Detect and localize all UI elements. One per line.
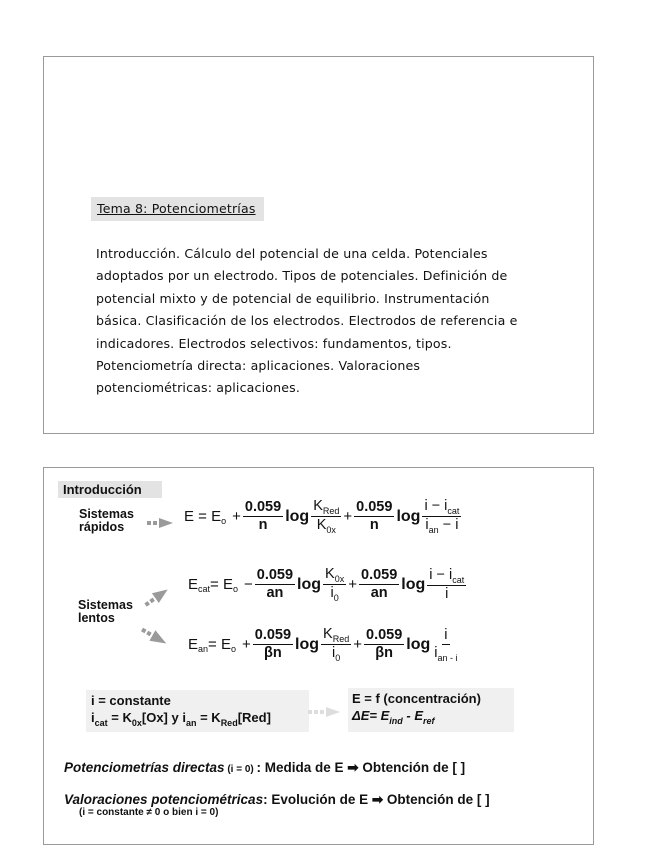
log-text: log bbox=[285, 507, 310, 525]
log-text: log bbox=[406, 635, 431, 653]
box-text: [Red] bbox=[237, 710, 271, 725]
plus-sign: + bbox=[241, 636, 251, 653]
frac-num: 0.059 bbox=[361, 567, 398, 583]
arrow-down-right-icon bbox=[139, 626, 171, 648]
fraction-const bbox=[359, 567, 399, 602]
frac-sub: 0x bbox=[334, 574, 345, 584]
frac-sub: Red bbox=[322, 506, 340, 516]
eq-sub: cat bbox=[198, 583, 211, 594]
frac-den: an bbox=[266, 585, 284, 601]
frac-sub: an - i bbox=[437, 652, 458, 663]
frac-sub: 0 bbox=[335, 653, 341, 663]
eq-sub: o bbox=[230, 643, 236, 654]
box-text: = K bbox=[107, 710, 132, 725]
log-text: log bbox=[401, 575, 426, 593]
box-text: ΔE= E bbox=[352, 708, 390, 723]
box-line bbox=[91, 709, 309, 728]
minus-sign: − bbox=[243, 576, 253, 593]
equation-catodica bbox=[188, 566, 468, 603]
italic-text: Potenciometrías directas bbox=[64, 760, 225, 775]
fraction-const bbox=[253, 627, 293, 662]
rest-text: : Evolución de E ➡ Obtención de [ ] bbox=[263, 792, 490, 807]
eq-lhs: = E bbox=[210, 576, 233, 593]
equation-anodica bbox=[188, 626, 462, 663]
description-line: básica. Clasificación de los electrodos. Electrodos de referencia e bbox=[96, 313, 518, 329]
frac-num: i − i bbox=[429, 566, 453, 583]
log-text: log bbox=[295, 635, 320, 653]
box-sub: cat bbox=[94, 718, 108, 728]
eq-lhs: E bbox=[188, 636, 199, 653]
slide-introduccion bbox=[43, 467, 594, 845]
arrow-up-right-icon bbox=[142, 586, 172, 608]
fraction-k bbox=[311, 498, 341, 535]
fraction-current bbox=[422, 498, 461, 535]
valoraciones-note: (i = constante ≠ 0 o bien i = 0) bbox=[79, 807, 219, 818]
eq-lhs: = E bbox=[208, 636, 231, 653]
description-line: Potenciometría directa: aplicaciones. Valoraciones bbox=[96, 358, 421, 374]
frac-num: i − i bbox=[424, 498, 448, 514]
fraction-k bbox=[323, 566, 346, 603]
line-valoraciones bbox=[64, 792, 490, 808]
eq-lhs: E bbox=[188, 576, 199, 593]
box-text: - E bbox=[402, 708, 424, 723]
frac-sub: 0 bbox=[333, 593, 339, 603]
frac-den: i bbox=[434, 644, 438, 661]
frac-num: i bbox=[444, 626, 448, 643]
box-sub: an bbox=[185, 718, 197, 728]
plus-sign: + bbox=[353, 636, 362, 653]
label-sistemas-lentos bbox=[78, 599, 133, 625]
description-line: adoptados por un electrodo. Tipos de potenciales. Definición de bbox=[96, 268, 508, 284]
frac-den: an bbox=[370, 585, 388, 601]
frac-den: n bbox=[369, 517, 379, 533]
frac-sub: Red bbox=[332, 634, 350, 644]
frac-num: 0.059 bbox=[244, 499, 282, 515]
box-sub: Red bbox=[220, 718, 238, 728]
plus-sign: + bbox=[343, 508, 353, 525]
box-constant-current bbox=[86, 690, 309, 732]
frac-den: βn bbox=[264, 645, 282, 661]
frac-sub: an bbox=[428, 525, 439, 535]
topic-description bbox=[96, 243, 576, 400]
frac-den: i bbox=[332, 645, 336, 661]
label-line: lentos bbox=[78, 611, 115, 625]
label-line: rápidos bbox=[79, 520, 125, 534]
frac-den: n bbox=[258, 517, 268, 533]
box-sub: ind bbox=[389, 716, 403, 726]
description-line: potenciométricas: aplicaciones. bbox=[96, 380, 300, 396]
arrow-right-icon bbox=[147, 517, 175, 529]
box-line: E = f (concentración) bbox=[352, 691, 481, 706]
section-title: Introducción bbox=[58, 481, 162, 498]
eq-sub: o bbox=[232, 583, 238, 594]
eq-sub: an bbox=[198, 643, 209, 654]
fraction-const bbox=[243, 499, 283, 534]
frac-sub: 0x bbox=[326, 525, 336, 535]
log-text: log bbox=[396, 507, 421, 525]
line-potenciometrias-directas bbox=[64, 760, 465, 776]
arrow-right-icon bbox=[308, 706, 342, 718]
frac-num: 0.059 bbox=[366, 627, 403, 643]
box-line: i = constante bbox=[91, 693, 171, 708]
frac-sub: cat bbox=[447, 506, 460, 516]
box-text: i bbox=[91, 710, 95, 725]
log-text: log bbox=[297, 575, 322, 593]
frac-num: K bbox=[325, 566, 335, 582]
box-concentration bbox=[348, 688, 514, 732]
fraction-current bbox=[432, 627, 459, 663]
italic-text: Valoraciones potenciométricas bbox=[64, 792, 264, 807]
label-line: Sistemas bbox=[79, 507, 134, 521]
fraction-const bbox=[364, 627, 404, 662]
fraction-const bbox=[255, 567, 295, 602]
topic-title: Tema 8: Potenciometrías bbox=[91, 197, 264, 221]
fraction-current bbox=[427, 567, 466, 603]
description-line: indicadores. Electrodos selectivos: fundamentos, tipos. bbox=[96, 335, 452, 351]
plus-sign: + bbox=[348, 576, 357, 593]
fraction-const bbox=[354, 499, 394, 534]
frac-den: K bbox=[316, 517, 327, 533]
frac-den: i bbox=[330, 585, 334, 601]
frac-sub: cat bbox=[452, 574, 465, 585]
frac-num: K bbox=[323, 626, 333, 642]
frac-num: 0.059 bbox=[254, 627, 292, 643]
eq-sub: o bbox=[221, 515, 227, 526]
label-line: Sistemas bbox=[78, 598, 133, 612]
fraction-k bbox=[321, 626, 351, 663]
label-sistemas-rapidos bbox=[79, 508, 134, 534]
box-sub: ref bbox=[423, 716, 435, 726]
description-line: Introducción. Cálculo del potencial de una celda. Potenciales bbox=[96, 246, 488, 261]
box-text: [Ox] y i bbox=[141, 710, 186, 725]
equation-rapidos bbox=[184, 498, 463, 535]
frac-num: 0.059 bbox=[256, 567, 294, 583]
frac-den: i bbox=[445, 585, 449, 602]
eq-lhs: E = E bbox=[184, 508, 222, 525]
box-line bbox=[352, 707, 514, 726]
plus-sign: + bbox=[232, 508, 241, 525]
description-line: potencial mixto y de potencial de equilibrio. Instrumentación bbox=[96, 290, 490, 306]
frac-den: − i bbox=[438, 517, 459, 533]
box-text: = K bbox=[196, 710, 221, 725]
frac-den: i bbox=[425, 517, 429, 533]
small-text: (i = 0) bbox=[224, 764, 257, 775]
rest-text: : Medida de E ➡ Obtención de [ ] bbox=[256, 760, 466, 775]
frac-num: 0.059 bbox=[356, 499, 393, 515]
box-sub: 0x bbox=[131, 718, 142, 728]
frac-num: K bbox=[313, 498, 323, 514]
slide-tema8 bbox=[43, 56, 594, 434]
frac-den: βn bbox=[375, 645, 393, 661]
